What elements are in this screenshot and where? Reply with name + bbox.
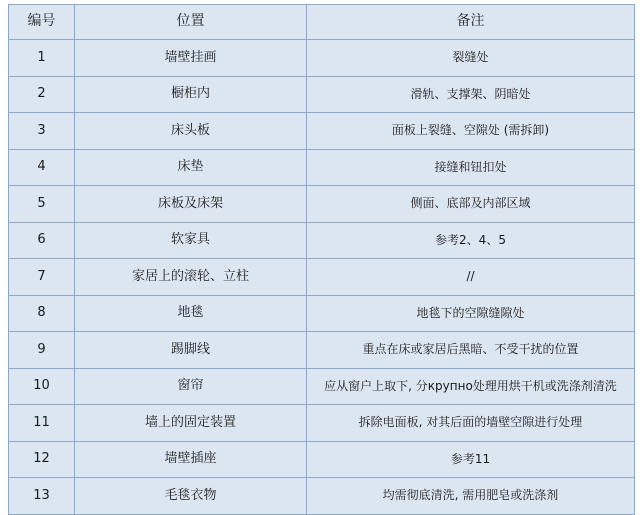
cell-id: 5 xyxy=(9,186,75,223)
table-row xyxy=(9,332,635,369)
cell-note: 面板上裂缝、空隙处 (需拆卸) xyxy=(307,113,635,150)
cell-note: // xyxy=(307,259,635,296)
table-row xyxy=(9,295,635,332)
cell-id: 10 xyxy=(9,368,75,405)
cell-note: 地毯下的空隙缝隙处 xyxy=(307,295,635,332)
inspection-table xyxy=(8,4,635,515)
cell-location: 床板及床架 xyxy=(75,186,307,223)
table-row xyxy=(9,405,635,442)
cell-id: 11 xyxy=(9,405,75,442)
cell-id: 2 xyxy=(9,76,75,113)
column-header-location: 位置 xyxy=(75,5,307,40)
table-row xyxy=(9,222,635,259)
table-row xyxy=(9,441,635,478)
cell-id: 1 xyxy=(9,40,75,77)
table-row xyxy=(9,368,635,405)
cell-location: 家居上的滚轮、立柱 xyxy=(75,259,307,296)
cell-note: 均需彻底清洗, 需用肥皂或洗涤剂 xyxy=(307,478,635,515)
cell-id: 9 xyxy=(9,332,75,369)
cell-id: 12 xyxy=(9,441,75,478)
cell-note: 应从窗户上取下, 分крупно处理用烘干机或洗涤剂清洗 xyxy=(307,368,635,405)
cell-location: 床头板 xyxy=(75,113,307,150)
cell-location: 踢脚线 xyxy=(75,332,307,369)
column-header-id: 编号 xyxy=(9,5,75,40)
cell-id: 13 xyxy=(9,478,75,515)
cell-id: 3 xyxy=(9,113,75,150)
table-header xyxy=(9,5,635,40)
cell-id: 7 xyxy=(9,259,75,296)
cell-note: 参考2、4、5 xyxy=(307,222,635,259)
cell-location: 墙壁插座 xyxy=(75,441,307,478)
table-row xyxy=(9,149,635,186)
cell-id: 8 xyxy=(9,295,75,332)
cell-id: 4 xyxy=(9,149,75,186)
cell-note: 滑轨、支撑架、阴暗处 xyxy=(307,76,635,113)
cell-id: 6 xyxy=(9,222,75,259)
cell-location: 地毯 xyxy=(75,295,307,332)
table-row xyxy=(9,478,635,515)
column-header-note: 备注 xyxy=(307,5,635,40)
cell-location: 毛毯衣物 xyxy=(75,478,307,515)
table-body xyxy=(9,40,635,515)
cell-location: 床垫 xyxy=(75,149,307,186)
cell-location: 墙上的固定装置 xyxy=(75,405,307,442)
table-row xyxy=(9,113,635,150)
table-row xyxy=(9,40,635,77)
cell-note: 拆除电面板, 对其后面的墙壁空隙进行处理 xyxy=(307,405,635,442)
cell-note: 参考11 xyxy=(307,441,635,478)
cell-note: 重点在床或家居后黑暗、不受干扰的位置 xyxy=(307,332,635,369)
table-row xyxy=(9,76,635,113)
cell-location: 软家具 xyxy=(75,222,307,259)
cell-location: 橱柜内 xyxy=(75,76,307,113)
cell-note: 裂缝处 xyxy=(307,40,635,77)
cell-note: 侧面、底部及内部区域 xyxy=(307,186,635,223)
table-row xyxy=(9,259,635,296)
table-row xyxy=(9,186,635,223)
cell-note: 接缝和钮扣处 xyxy=(307,149,635,186)
cell-location: 墙壁挂画 xyxy=(75,40,307,77)
table-header-row xyxy=(9,5,635,40)
cell-location: 窗帘 xyxy=(75,368,307,405)
